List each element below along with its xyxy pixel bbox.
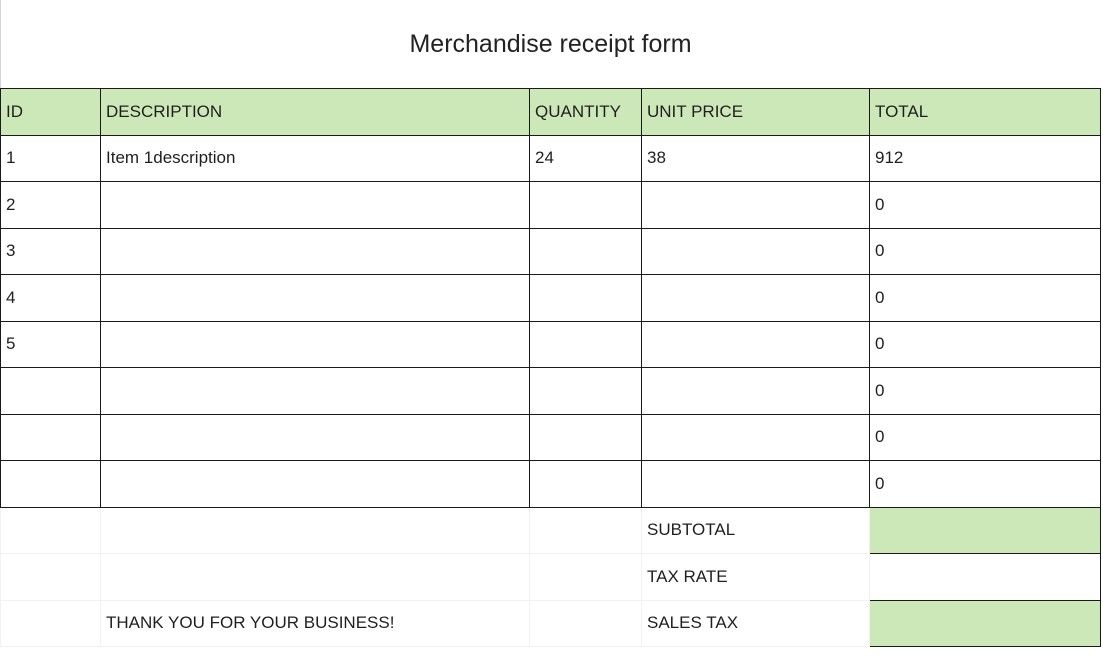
cell-description[interactable]: Item 1description bbox=[101, 135, 530, 182]
cell-quantity[interactable]: 24 bbox=[530, 135, 642, 182]
table-row bbox=[1, 414, 1101, 461]
header-quantity[interactable]: QUANTITY bbox=[530, 89, 642, 136]
cell-total[interactable]: 0 bbox=[870, 182, 1101, 229]
cell-total[interactable]: 0 bbox=[870, 368, 1101, 415]
empty-cell[interactable] bbox=[530, 600, 642, 647]
title-cell[interactable] bbox=[0, 0, 1100, 88]
table-row bbox=[1, 461, 1101, 508]
tax-rate-value[interactable] bbox=[870, 554, 1101, 601]
thank-you-note[interactable]: THANK YOU FOR YOUR BUSINESS! bbox=[101, 600, 530, 647]
cell-unit-price[interactable]: 38 bbox=[642, 135, 870, 182]
empty-cell[interactable] bbox=[1, 554, 101, 601]
empty-cell[interactable] bbox=[101, 554, 530, 601]
cell-unit-price[interactable] bbox=[642, 414, 870, 461]
cell-total[interactable]: 0 bbox=[870, 275, 1101, 322]
cell-description[interactable] bbox=[101, 228, 530, 275]
cell-id[interactable] bbox=[1, 461, 101, 508]
tax-rate-label[interactable]: TAX RATE bbox=[642, 554, 870, 601]
table-row bbox=[1, 275, 1101, 322]
cell-unit-price[interactable] bbox=[642, 228, 870, 275]
table-row bbox=[1, 135, 1101, 182]
cell-total[interactable]: 0 bbox=[870, 228, 1101, 275]
empty-cell[interactable] bbox=[530, 507, 642, 554]
empty-cell[interactable] bbox=[530, 554, 642, 601]
subtotal-label[interactable]: SUBTOTAL bbox=[642, 507, 870, 554]
cell-quantity[interactable] bbox=[530, 321, 642, 368]
table-row bbox=[1, 321, 1101, 368]
page-title: Merchandise receipt form bbox=[409, 29, 692, 58]
cell-quantity[interactable] bbox=[530, 461, 642, 508]
cell-id[interactable]: 2 bbox=[1, 182, 101, 229]
cell-unit-price[interactable] bbox=[642, 182, 870, 229]
cell-unit-price[interactable] bbox=[642, 461, 870, 508]
empty-cell[interactable] bbox=[1, 600, 101, 647]
header-total[interactable]: TOTAL bbox=[870, 89, 1101, 136]
cell-unit-price[interactable] bbox=[642, 275, 870, 322]
cell-total[interactable]: 0 bbox=[870, 461, 1101, 508]
table-row bbox=[1, 228, 1101, 275]
header-description[interactable]: DESCRIPTION bbox=[101, 89, 530, 136]
subtotal-value[interactable] bbox=[870, 507, 1101, 554]
cell-total[interactable]: 912 bbox=[870, 135, 1101, 182]
header-id[interactable]: ID bbox=[1, 89, 101, 136]
sales-tax-row bbox=[1, 600, 1101, 647]
cell-description[interactable] bbox=[101, 182, 530, 229]
sales-tax-label[interactable]: SALES TAX bbox=[642, 600, 870, 647]
cell-unit-price[interactable] bbox=[642, 321, 870, 368]
cell-id[interactable]: 1 bbox=[1, 135, 101, 182]
header-row bbox=[1, 89, 1101, 136]
empty-cell[interactable] bbox=[101, 507, 530, 554]
cell-quantity[interactable] bbox=[530, 414, 642, 461]
cell-description[interactable] bbox=[101, 321, 530, 368]
cell-id[interactable]: 5 bbox=[1, 321, 101, 368]
subtotal-row bbox=[1, 507, 1101, 554]
cell-quantity[interactable] bbox=[530, 368, 642, 415]
receipt-table bbox=[0, 88, 1101, 647]
cell-total[interactable]: 0 bbox=[870, 321, 1101, 368]
cell-description[interactable] bbox=[101, 414, 530, 461]
cell-total[interactable]: 0 bbox=[870, 414, 1101, 461]
cell-unit-price[interactable] bbox=[642, 368, 870, 415]
cell-id[interactable]: 4 bbox=[1, 275, 101, 322]
cell-quantity[interactable] bbox=[530, 275, 642, 322]
tax-rate-row bbox=[1, 554, 1101, 601]
cell-quantity[interactable] bbox=[530, 182, 642, 229]
cell-description[interactable] bbox=[101, 368, 530, 415]
cell-id[interactable] bbox=[1, 414, 101, 461]
cell-id[interactable] bbox=[1, 368, 101, 415]
header-unit-price[interactable]: UNIT PRICE bbox=[642, 89, 870, 136]
table-row bbox=[1, 182, 1101, 229]
empty-cell[interactable] bbox=[1, 507, 101, 554]
cell-id[interactable]: 3 bbox=[1, 228, 101, 275]
cell-description[interactable] bbox=[101, 461, 530, 508]
cell-quantity[interactable] bbox=[530, 228, 642, 275]
cell-description[interactable] bbox=[101, 275, 530, 322]
table-row bbox=[1, 368, 1101, 415]
sales-tax-value[interactable] bbox=[870, 600, 1101, 647]
